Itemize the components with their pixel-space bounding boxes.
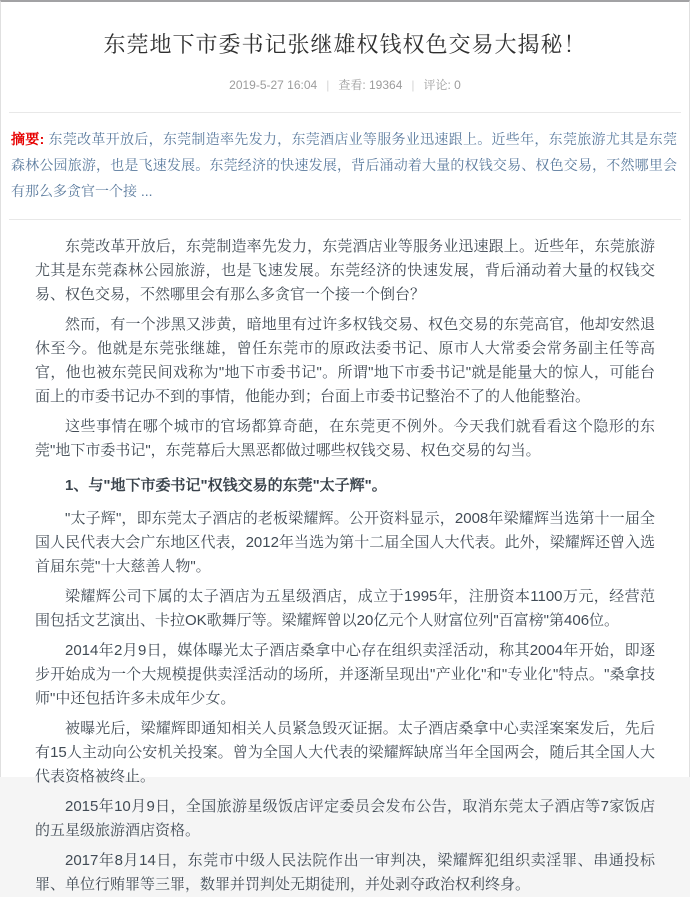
article-meta — [1, 76, 689, 93]
article-paragraph: 这些事情在哪个城市的官场都算奇葩，在东莞更不例外。今天我们就看看这个隐形的东莞"地下市委书记"，东莞幕后大黑恶都做过哪些权钱交易、权色交易的勾当。 — [35, 418, 655, 459]
article-paragraph: 东莞改革开放后，东莞制造率先发力，东莞酒店业等服务业迅速跟上。近些年，东莞旅游尤其是东莞森林公园旅游，也是飞速发展。东莞经济的快速发展，背后涌动着大量的权钱交易、权色交易，不然哪里会有那么多贪官一个接一个倒台？ — [35, 238, 655, 303]
meta-separator: | — [326, 78, 330, 92]
article-paragraph: 梁耀辉公司下属的太子酒店为五星级酒店，成立于1995年，注册资本1100万元，经营范围包括文艺演出、卡拉OK歌舞厅等。梁耀辉曾以20亿元个人财富位列"百富榜"第406位。 — [35, 588, 655, 629]
article-paragraph: 被曝光后，梁耀辉即通知相关人员紧急毁灭证据。太子酒店桑拿中心卖淫案案发后，先后有15人主动向公安机关投案。曾为全国人大代表的梁耀辉缺席当年全国两会，随后其全国人大代表资格被终止。 — [35, 720, 655, 785]
meta-views: 查看: 19364 — [338, 78, 403, 92]
summary-text: 东莞改革开放后，东莞制造率先发力，东莞酒店业等服务业迅速跟上。近些年，东莞旅游尤其是东莞森林公园旅游，也是飞速发展。东莞经济的快速发展，背后涌动着大量的权钱交易、权色交易，不然哪里会有那么多贪官一个接 ... — [11, 131, 677, 199]
summary-box — [1, 113, 689, 219]
article-paragraph: "太子辉"，即东莞太子酒店的老板梁耀辉。公开资料显示，2008年梁耀辉当选第十一届全国人民代表大会广东地区代表，2012年当选为第十二届全国人大代表。此外，梁耀辉还曾入选首届东莞"十大慈善人物"。 — [35, 510, 655, 575]
article-paragraph: 2014年2月9日，媒体曝光太子酒店桑拿中心存在组织卖淫活动，称其2004年开始，即逐步开始成为一个大规模提供卖淫活动的场所，并逐渐呈现出"产业化"和"专业化"特点。"桑拿技师"中还包括许多未成年少女。 — [35, 642, 655, 707]
meta-comments: 评论: 0 — [423, 78, 461, 92]
summary-label: 摘要: — [11, 131, 45, 147]
section-heading: 1、与"地下市委书记"权钱交易的东莞"太子辉"。 — [65, 477, 387, 494]
article-header — [1, 28, 689, 93]
meta-separator: | — [411, 78, 415, 92]
article-paragraph: 然而，有一个涉黑又涉黄，暗地里有过许多权钱交易、权色交易的东莞高官，他却安然退休至今。他就是东莞张继雄，曾任东莞市的原政法委书记、原市人大常委会常务副主任等高官，他也被东莞民间戏称为"地下市委书记"。所谓"地下市委书记"就是能量大的惊人，可能台面上的市委书记办不到的事情，他能办到；台面上市委书记整治不了的人他能整治。 — [35, 316, 655, 405]
page-title: 东莞地下市委书记张继雄权钱权色交易大揭秘！ — [103, 32, 587, 57]
article-body — [1, 220, 689, 897]
article-paragraph: 2017年8月14日，东莞市中级人民法院作出一审判决，梁耀辉犯组织卖淫罪、串通投标罪、单位行贿罪等三罪，数罪并罚判处无期徒刑，并处剥夺政治权利终身。 — [35, 852, 655, 893]
meta-date: 2019-5-27 16:04 — [229, 78, 318, 92]
article-paragraph: 2015年10月9日，全国旅游星级饭店评定委员会发布公告，取消东莞太子酒店等7家饭店的五星级旅游酒店资格。 — [35, 798, 655, 839]
